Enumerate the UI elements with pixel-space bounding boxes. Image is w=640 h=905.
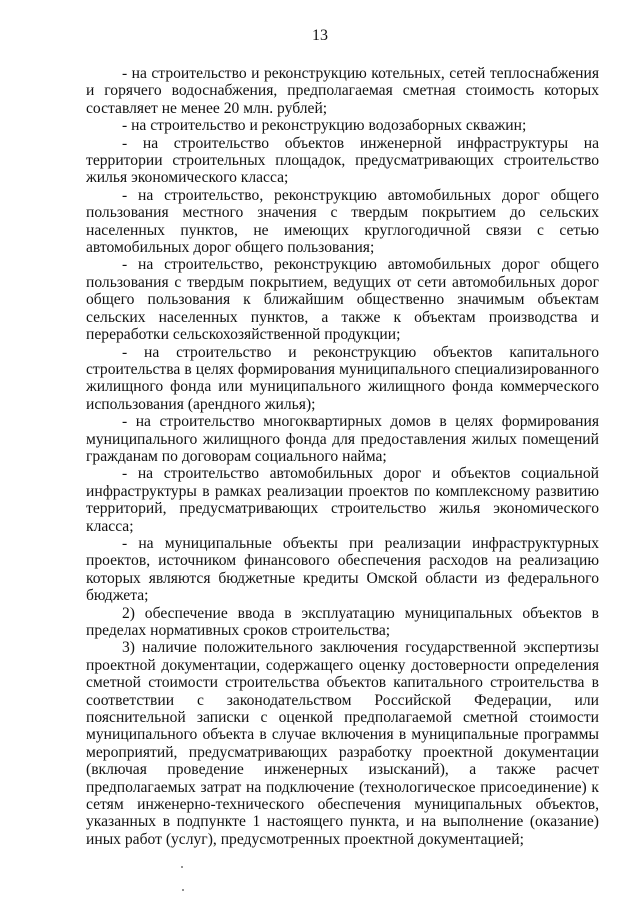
paragraph-state-expertise: 3) наличие положительного заключения государственной экспертизы проектной документации, содержащего оценку достоверности определения сметной стоимости строительства объектов капитального строительства в соответствии с законодательством Российской Федерации, или пояснительной записки с оценкой предполагаемой сметной стоимости муниципального объекта в случае включения в муниципальные программы мероприятий, предусматривающих разработку проектной документации (включая проведение инженерных изысканий), а также расчет предполагаемых затрат на подключение (технологическое присоединение) к сетям инженерно-технического обеспечения муниципальных объектов, указанных в подпункте 1 настоящего пункта, и на выполнение (оказание) иных работ (услуг), предусмотренных проектной документацией; [86, 639, 599, 848]
paragraph-rural-roads: - на строительство, реконструкцию автомобильных дорог общего пользования с твердым покрытием, ведущих от сети автомобильных дорог общего пользования к ближайшим общественно значимым объектам сельских населенных пунктов, а также к объектам производства и переработки сельскохозяйственной продукции; [86, 256, 599, 344]
paragraph-boilers: - на строительство и реконструкцию котельных, сетей теплоснабжения и горячего водоснабжения, предполагаемая сметная стоимость которых составляет не менее 20 млн. рублей; [86, 65, 599, 117]
paragraph-specialized-housing: - на строительство и реконструкцию объектов капитального строительства в целях формирования муниципального специализированного жилищного фонда или муниципального жилищного фонда коммерческого использования (арендного жилья); [86, 343, 599, 413]
paragraph-water-wells: - на строительство и реконструкцию водозаборных скважин; [122, 117, 527, 135]
paragraph-commissioning: 2) обеспечение ввода в эксплуатацию муниципальных объектов в пределах нормативных сроков строительства; [86, 604, 599, 639]
paragraph-local-roads: - на строительство, реконструкцию автомобильных дорог общего пользования местного значения с твердым покрытием до сельских населенных пунктов, не имеющих круглогодичной связи с сетью автомобильных дорог общего пользования; [86, 186, 599, 257]
paragraph-engineering-infrastructure: - на строительство объектов инженерной инфраструктуры на территории строительных площадок, предусматривающих строительство жилья экономического класса; [86, 134, 599, 187]
document-body [86, 65, 599, 848]
paragraph-integrated-development: - на строительство автомобильных дорог и объектов социальной инфраструктуры в рамках реализации проектов по комплексному развитию территорий, предусматривающих строительство жилья экономического класса; [86, 465, 599, 535]
paragraph-apartment-buildings: - на строительство многоквартирных домов в целях формирования муниципального жилищного фонда для предоставления жилых помещений гражданам по договорам социального найма; [86, 413, 599, 465]
paragraph-infrastructure-projects: - на муниципальные объекты при реализации инфраструктурных проектов, источником финансового обеспечения расходов на реализацию которых являются бюджетные кредиты Омской области из федерального бюджета; [86, 534, 599, 605]
page-number: 13 [312, 27, 328, 44]
scan-speck [181, 866, 183, 868]
scan-speck [182, 889, 184, 891]
